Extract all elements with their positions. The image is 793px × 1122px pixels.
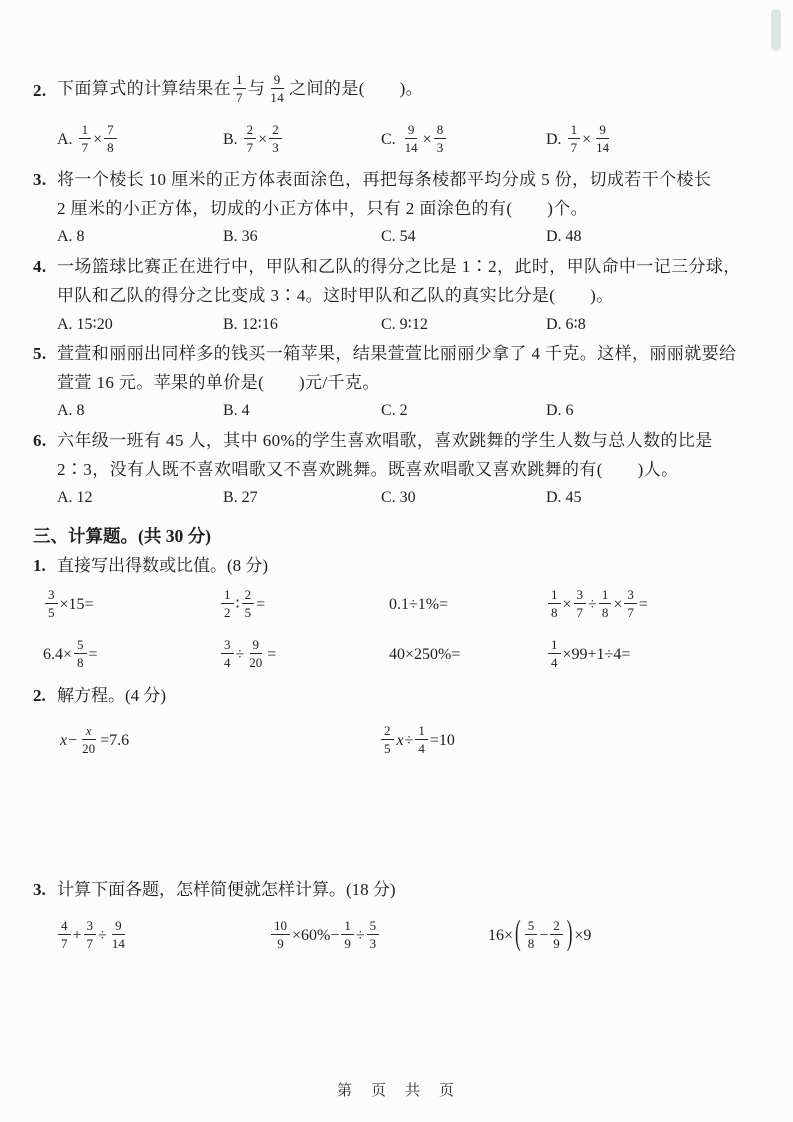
question-number: 1. <box>33 556 46 575</box>
calc-q1-title-row <box>33 552 757 580</box>
question-number: 3. <box>33 170 47 189</box>
question-stem-row <box>33 252 757 281</box>
option-c: C. 9∶12 <box>381 316 428 333</box>
scan-artifact <box>771 9 781 51</box>
option-b: B. 12∶16 <box>223 316 278 333</box>
question-stem-row <box>33 339 757 368</box>
calc-expression: $\frac{1}{2}$ ∶ $\frac{2}{5}$ = <box>219 590 389 621</box>
choice-question-4 <box>33 252 757 338</box>
question-title: 解方程。(4 分) <box>57 686 167 705</box>
calc-expression: $\frac{1}{4}$ ×99+1÷4= <box>546 640 757 671</box>
question-stem-continued: 2∶3，没有人既不喜欢唱歌又不喜欢跳舞。既喜欢唱歌又喜欢跳舞的有( )人。 <box>57 460 679 479</box>
equation: x− $\frac{x}{20}$ =7.6 <box>60 722 130 756</box>
question-stem: 萱萱和丽丽出同样多的钱买一箱苹果，结果萱萱比丽丽少拿了 4 千克。这样，丽丽就要给 <box>57 344 737 363</box>
option-d: D. $\frac{1}{7}$ × $\frac{9}{14}$ <box>546 121 610 155</box>
question-stem: 一场篮球比赛正在进行中，甲队和乙队的得分之比是 1∶2，此时，甲队命中一记三分球， <box>57 257 741 276</box>
calc-expression: $\frac{3}{5}$ ×15= <box>43 590 219 621</box>
question-stem-continued: 萱萱 16 元。苹果的单价是( )元/千克。 <box>57 373 380 392</box>
calc-expression: 0.1÷1%= <box>389 596 449 613</box>
question-stem-row <box>33 281 757 310</box>
question-stem-row <box>33 368 757 397</box>
page-footer: 第 页 共 页 <box>336 1083 456 1099</box>
options-row <box>57 397 757 425</box>
question-stem: 六年级一班有 45 人，其中 60%的学生喜欢唱歌，喜欢跳舞的学生人数与总人数的比是 <box>57 431 713 450</box>
option-a: A. 8 <box>57 228 85 245</box>
question-number: 2. <box>33 686 46 705</box>
question-stem-row <box>33 165 757 194</box>
choice-question-5 <box>33 339 757 425</box>
calc-q3-title-row <box>33 876 757 904</box>
mental-calc-row-1 <box>33 580 757 630</box>
question-stem-row <box>33 194 757 223</box>
option-b: B. 27 <box>223 489 258 506</box>
option-b: B. 36 <box>223 228 258 245</box>
section-header: 三、计算题。(共 30 分) <box>33 526 211 546</box>
question-stem-row <box>33 64 757 116</box>
option-c: C. $\frac{9}{14}$ × $\frac{8}{3}$ <box>381 125 546 156</box>
question-stem-row <box>33 426 757 455</box>
question-number: 4. <box>33 257 47 276</box>
question-stem-continued: 2 厘米的小正方体，切成的小正方体中，只有 2 面涂色的有( )个。 <box>57 199 589 218</box>
choice-question-3 <box>33 165 757 251</box>
expression: $\frac{10}{9}$ ×60%− $\frac{1}{9}$ ÷ $\frac{5}{3}$ <box>269 921 488 952</box>
option-a: A. $\frac{1}{7}$ × $\frac{7}{8}$ <box>57 125 223 156</box>
option-a: A. 8 <box>57 402 85 419</box>
options-row <box>57 484 757 512</box>
question-title: 计算下面各题，怎样简便就怎样计算。(18 分) <box>57 880 396 899</box>
options-row <box>57 310 757 338</box>
question-number: 6. <box>33 431 47 450</box>
calc-q2-title-row <box>33 682 757 710</box>
calc-expression: 6.4× $\frac{5}{8}$ = <box>43 636 98 670</box>
question-title: 直接写出得数或比值。(8 分) <box>57 556 269 575</box>
equation: $\frac{2}{5}$ x÷ $\frac{1}{4}$ =10 <box>379 726 757 757</box>
options-row <box>57 223 757 251</box>
question-stem: 将一个棱长 10 厘米的正方体表面涂色，再把每条棱都平均分成 5 份，切成若干个棱长 <box>57 170 712 189</box>
question-number: 3. <box>33 880 46 899</box>
option-c: C. 30 <box>381 489 416 506</box>
option-d: D. 6∶8 <box>546 316 586 333</box>
expression: 16× ( $\frac{5}{8}$ − $\frac{2}{9}$ ) ×9 <box>488 913 592 953</box>
expression: $\frac{4}{7}$ + $\frac{3}{7}$ ÷ $\frac{9}{14}$ <box>56 921 269 952</box>
question-number: 5. <box>33 344 47 363</box>
option-d: D. 6 <box>546 402 574 419</box>
calc-expression: 40×250%= <box>389 646 461 663</box>
mental-calc-row-2 <box>33 630 757 680</box>
option-a: A. 15∶20 <box>57 316 113 333</box>
question-stem-continued: 甲队和乙队的得分之比变成 3∶4。这时甲队和乙队的真实比分是( )。 <box>57 286 614 305</box>
options-row <box>57 116 757 164</box>
work-space <box>33 772 757 874</box>
choice-question-2 <box>33 64 757 164</box>
question-number: 2. <box>33 80 47 100</box>
option-c: C. 2 <box>381 402 408 419</box>
option-d: D. 45 <box>546 489 582 506</box>
question-stem-row <box>33 455 757 484</box>
equations-row <box>33 710 757 772</box>
option-b: B. $\frac{2}{7}$ × $\frac{2}{3}$ <box>223 125 381 156</box>
option-b: B. 4 <box>223 402 250 419</box>
calc-expression: $\frac{1}{8}$ × $\frac{3}{7}$ ÷ $\frac{1}{8}$ × $\frac{3}{7}$ = <box>546 590 757 621</box>
question-stem: 下面算式的计算结果在 $\frac{1}{7}$ 与 $\frac{9}{14}$ 之间的是( )。 <box>57 71 424 105</box>
option-a: A. 12 <box>57 489 93 506</box>
choice-question-6 <box>33 426 757 512</box>
option-c: C. 54 <box>381 228 416 245</box>
option-d: D. 48 <box>546 228 582 245</box>
calc-expression: $\frac{3}{4}$ ÷ $\frac{9}{20}$ = <box>219 640 389 671</box>
simplify-expressions-row <box>33 904 757 968</box>
